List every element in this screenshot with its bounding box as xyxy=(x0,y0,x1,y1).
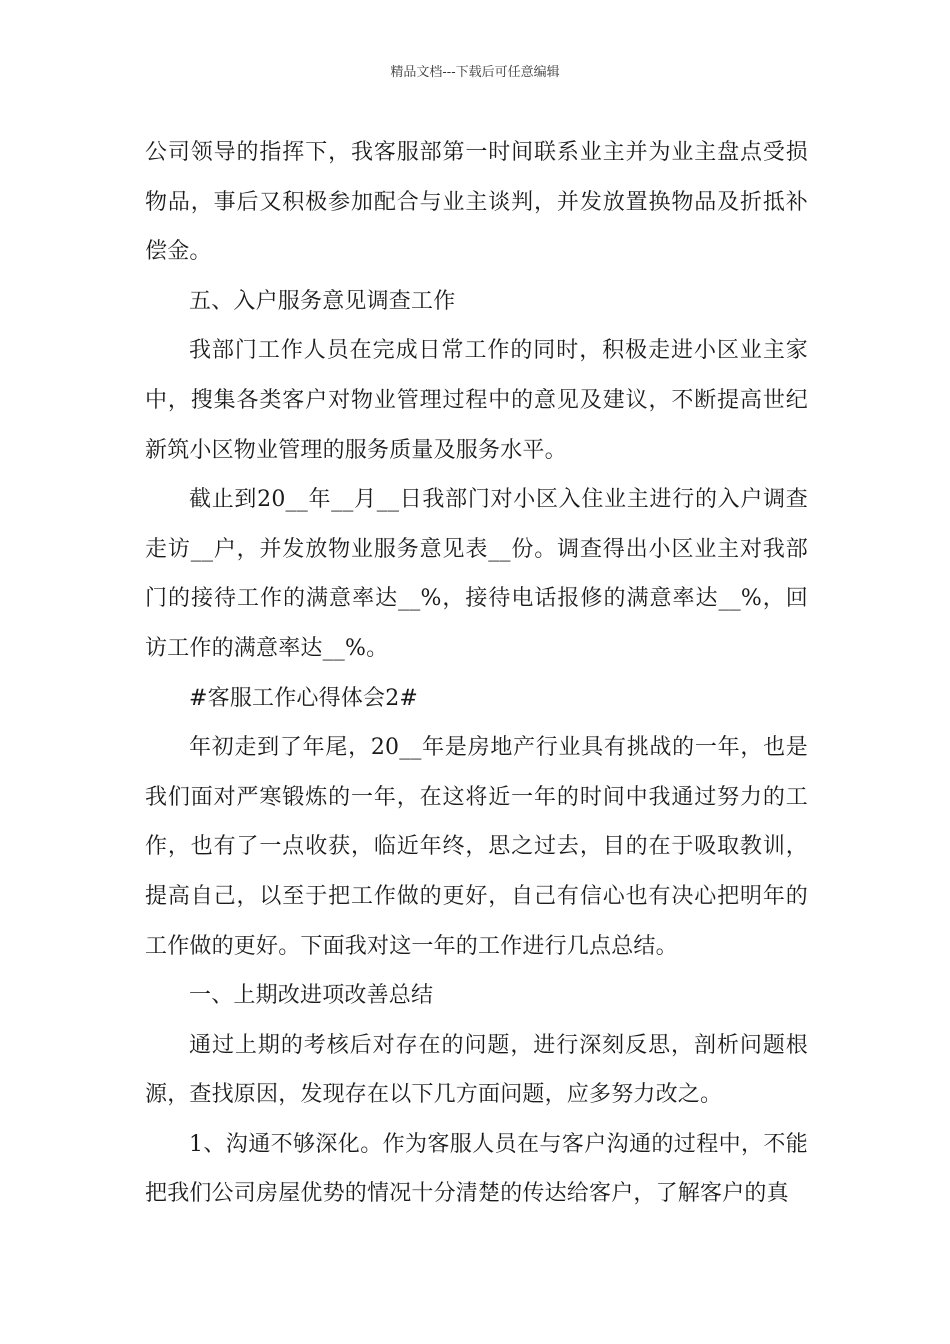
paragraph: 截止到20__年__月__日我部门对小区入住业主进行的入户调查走访__户，并发放物业服务意见表__份。调查得出小区业主对我部门的接待工作的满意率达__%，接待电话报修的满意率达__%，回访工作的满意率达__%。 xyxy=(145,487,808,661)
document-body xyxy=(145,128,808,1219)
section-heading: 一、上期改进项改善总结 xyxy=(189,983,434,1009)
section-heading: 五、入户服务意见调查工作 xyxy=(189,288,456,314)
paragraph: 公司领导的指挥下，我客服部第一时间联系业主并为业主盘点受损物品，事后又积极参加配合与业主谈判，并发放置换物品及折抵补偿金。 xyxy=(145,140,808,265)
section-heading: #客服工作心得体会2# xyxy=(189,685,419,711)
page-header: 精品文档---下载后可任意编辑 xyxy=(390,65,560,80)
paragraph: 我部门工作人员在完成日常工作的同时，积极走进小区业主家中，搜集各类客户对物业管理过程中的意见及建议，不断提高世纪新筑小区物业管理的服务质量及服务水平。 xyxy=(145,338,808,463)
paragraph: 年初走到了年尾，20__年是房地产行业具有挑战的一年，也是我们面对严寒锻炼的一年，在这将近一年的时间中我通过努力的工作，也有了一点收获，临近年终，思之过去，目的在于吸取教训，提高自己，以至于把工作做的更好，自己有信心也有决心把明年的工作做的更好。下面我对这一年的工作进行几点总结。 xyxy=(145,735,808,959)
paragraph: 通过上期的考核后对存在的问题，进行深刻反思，剖析问题根源，查找原因，发现存在以下几方面问题，应多努力改之。 xyxy=(145,1032,808,1108)
paragraph: 1、沟通不够深化。作为客服人员在与客户沟通的过程中，不能把我们公司房屋优势的情况十分清楚的传达给客户，了解客户的真 xyxy=(145,1131,808,1207)
